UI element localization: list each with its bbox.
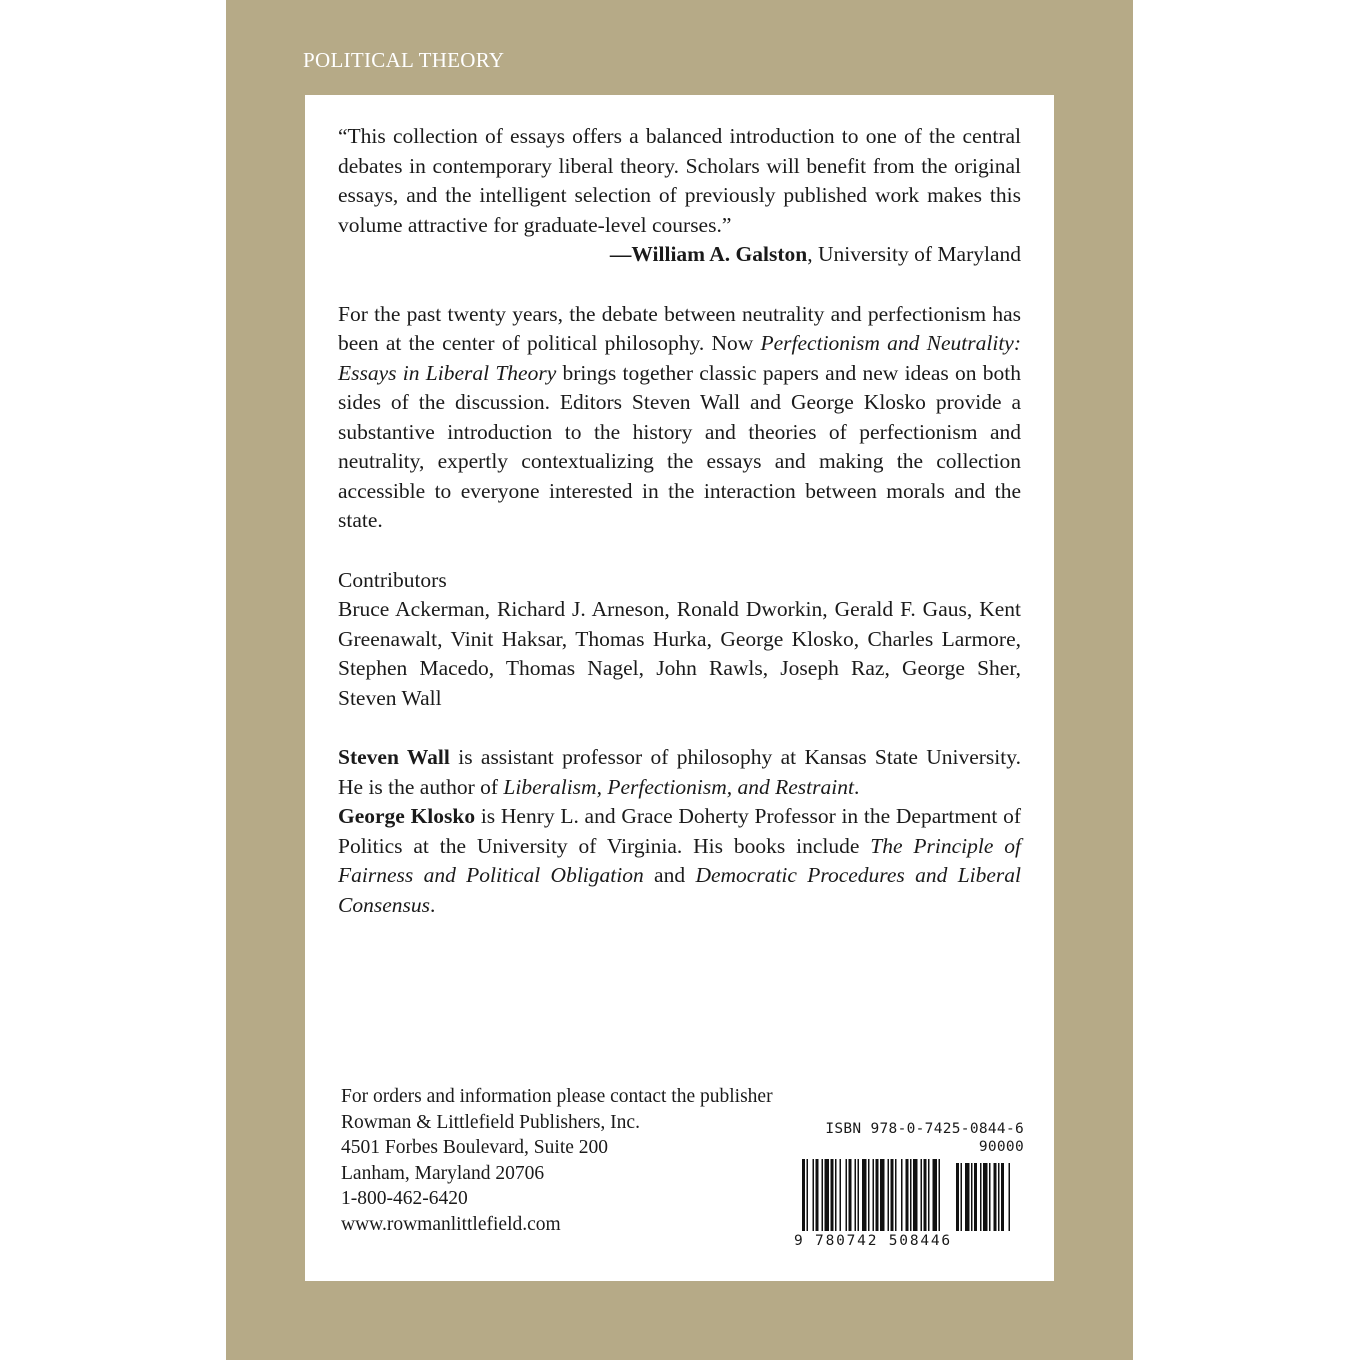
barcode-bar — [876, 1159, 879, 1231]
cover-text — [338, 122, 1021, 920]
barcode-bar — [807, 1159, 809, 1231]
ean-number: 9 780742 508446 — [794, 1233, 952, 1249]
text-panel — [305, 95, 1054, 1281]
contributors-list: Bruce Ackerman, Richard J. Arneson, Ronald Dworkin, Gerald F. Gaus, Kent Greenawalt, Vinit Haksar, Thomas Hurka, George Klosko, Charles Larmore, Stephen Macedo, Thomas Nagel, John Rawls, Joseph Raz, George Sher, Steven Wall — [338, 597, 1021, 710]
barcode-bar — [913, 1159, 918, 1231]
description-book-title: Perfectionism and Neutrality: Essays in Liberal Theory — [338, 331, 1021, 385]
barcode-bar — [888, 1159, 890, 1231]
barcode-bar — [921, 1159, 923, 1231]
barcode-bar — [840, 1159, 842, 1231]
author-bio-klosko-text: is Henry L. and Grace Doherty Professor in the Department of Politics at the University of Virginia. His books include — [338, 804, 1021, 858]
addon-bar — [1001, 1163, 1004, 1231]
addon-bar — [980, 1163, 982, 1231]
barcode-bar — [802, 1159, 805, 1231]
addon-bar — [961, 1163, 963, 1231]
author-bio-klosko-end: . — [429, 892, 436, 917]
barcode-bar — [855, 1159, 857, 1231]
barcode-bar — [858, 1159, 860, 1231]
barcode-bar — [831, 1159, 834, 1231]
author-bio-wall-text: is assistant professor of philosophy at Kansas State University. He is the author of — [338, 745, 1021, 799]
barcode-bar — [933, 1159, 938, 1231]
addon-bar — [956, 1163, 959, 1231]
addon-bar — [989, 1163, 991, 1231]
barcode-bar — [825, 1159, 830, 1231]
addon-bar — [998, 1163, 1000, 1231]
barcode-bars — [794, 1159, 1024, 1235]
author-bio-klosko-and: and — [643, 863, 696, 887]
author-bio-klosko — [338, 802, 1021, 920]
publisher-address-street: 4501 Forbes Boulevard, Suite 200 — [341, 1137, 609, 1158]
attribution-affiliation: , University of Maryland — [807, 242, 1021, 266]
addon-bar — [1009, 1163, 1011, 1231]
barcode-bar — [910, 1159, 912, 1231]
isbn-number: ISBN 978-0-7425-0844-6 — [825, 1121, 1024, 1137]
barcode — [794, 1121, 1024, 1251]
publisher-phone: 1-800-462-6420 — [341, 1188, 468, 1209]
barcode-bar — [822, 1159, 824, 1231]
author-bio-wall — [338, 743, 1021, 802]
barcode-bar — [846, 1159, 848, 1231]
barcode-bar — [816, 1159, 819, 1231]
barcode-bar — [895, 1159, 897, 1231]
contributors-heading: Contributors — [338, 567, 447, 592]
blurb-attribution — [338, 240, 1021, 270]
author-book-klosko-2: Democratic Procedures and Liberal Consensus — [338, 863, 1022, 917]
barcode-bar — [901, 1159, 903, 1231]
blurb-quote: “This collection of essays offers a balanced introduction to one of the central debates in contemporary liberal theory. Scholars will benefit from the original essays, and the intelligent selection of previously published work makes this volume attractive for graduate-level courses.” — [338, 124, 1021, 237]
barcode-bar — [862, 1159, 867, 1231]
author-name-klosko: George Klosko — [338, 804, 476, 828]
barcode-bar — [880, 1159, 885, 1231]
addon-bar — [994, 1163, 997, 1231]
book-back-cover — [226, 0, 1133, 1360]
addon-bar — [971, 1163, 973, 1231]
description-part2: brings together classic papers and new ideas on both sides of the discussion. Editors Steven Wall and George Klosko provide a substantive introduction to the history and theories of perfectionism and neutrality, expertly contextualizing the essays and making the collection accessible to everyone interested in the interaction between morals and the state. — [338, 360, 1021, 532]
author-name-wall: Steven Wall — [338, 745, 450, 769]
attribution-name: William A. Galston — [631, 242, 808, 266]
publisher-name: Rowman & Littlefield Publishers, Inc. — [341, 1111, 640, 1133]
addon-bar — [974, 1163, 977, 1231]
publisher-website: www.rowmanlittlefield.com — [341, 1213, 561, 1235]
price-addon-code: 90000 — [978, 1139, 1024, 1155]
barcode-bar — [906, 1159, 909, 1231]
barcode-bar — [868, 1159, 870, 1231]
barcode-bar — [891, 1159, 894, 1231]
author-bio-wall-end: . — [853, 774, 860, 799]
attribution-dash: — — [609, 242, 632, 266]
publisher-address-city: Lanham, Maryland 20706 — [341, 1162, 545, 1184]
addon-bar — [983, 1163, 988, 1231]
description — [338, 300, 1021, 536]
description-part1: For the past twenty years, the debate between neutrality and perfectionism has been at the center of political philosophy. Now — [338, 301, 1021, 355]
author-book-klosko-1: The Principle of Fairness and Political Obligation — [338, 833, 1021, 887]
barcode-bar — [849, 1159, 852, 1231]
barcode-bar — [835, 1159, 837, 1231]
barcode-bar — [924, 1159, 927, 1231]
author-book-wall: Liberalism, Perfectionism, and Restraint — [503, 774, 854, 799]
addon-bar — [965, 1163, 970, 1231]
barcode-bar — [928, 1159, 930, 1231]
contact-line: For orders and information please contact the publisher — [341, 1086, 773, 1107]
barcode-bar — [813, 1159, 815, 1231]
barcode-bar — [939, 1159, 941, 1231]
barcode-bar — [873, 1159, 875, 1231]
series-label: POLITICAL THEORY — [303, 48, 505, 72]
publisher-contact — [341, 1084, 811, 1237]
